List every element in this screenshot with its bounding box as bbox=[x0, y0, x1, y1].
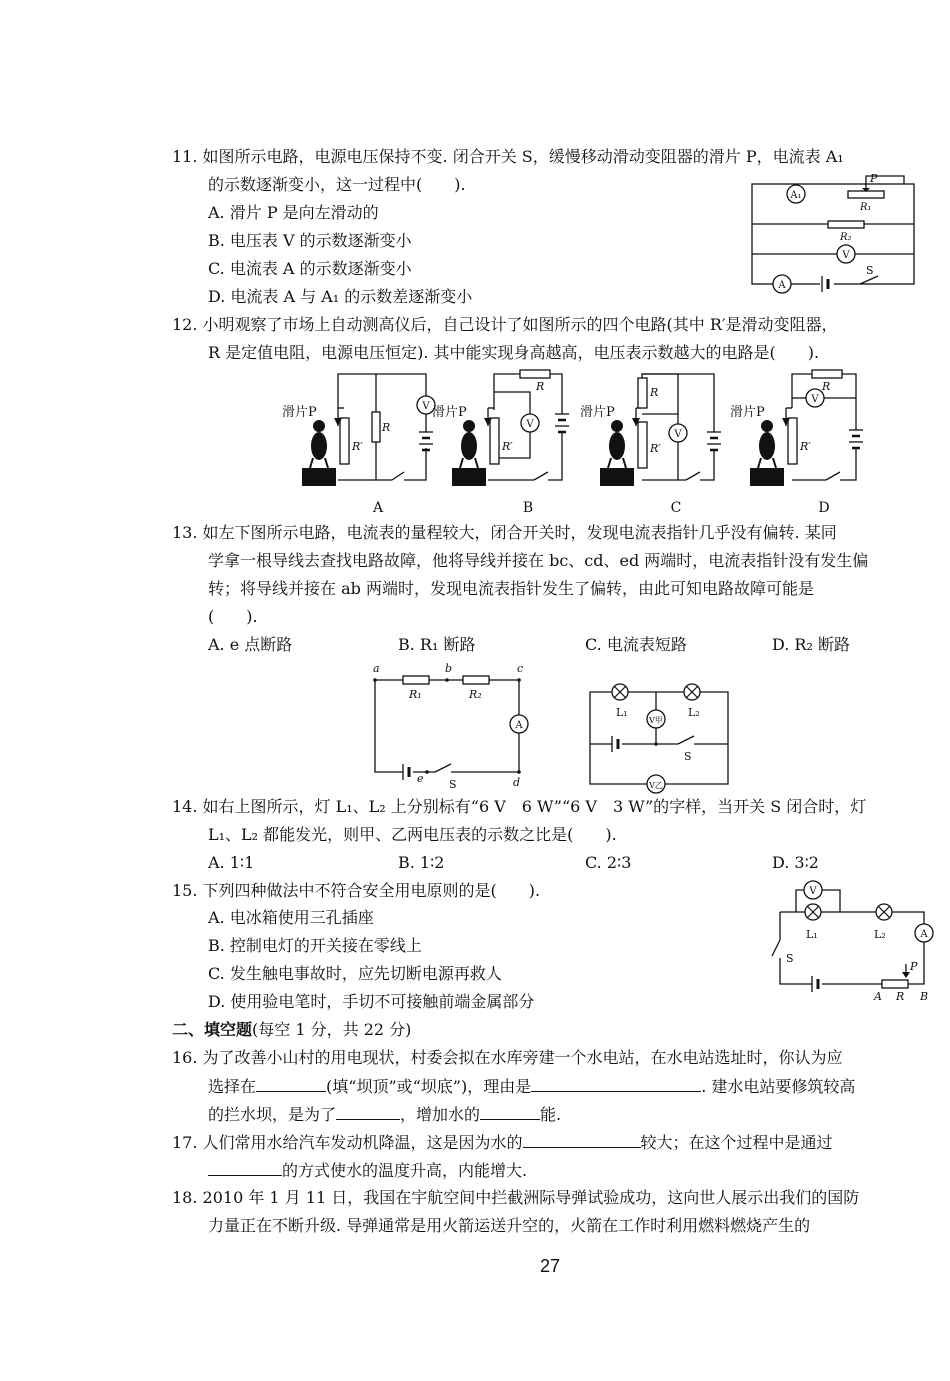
svg-text:R′: R′ bbox=[650, 442, 661, 455]
q18-line1: 18. 2010 年 1 月 11 日，我国在宇航空间中拦截洲际导弹试验成功，这向世人展示出我们的国防 bbox=[172, 1188, 860, 1207]
q13-option-b: B. R₁ 断路 bbox=[398, 635, 476, 654]
q12-line2: R 是定值电阻，电源电压恒定). 其中能实现身高越高，电压表示数越大的电路是( ). bbox=[208, 343, 820, 362]
svg-text:e: e bbox=[417, 772, 424, 785]
q13-line1: 13. 如左下图所示电路，电流表的量程较大，闭合开关时，发现电流表指针几乎没有偏转. 某同 bbox=[172, 523, 837, 542]
q13-option-d: D. R₂ 断路 bbox=[772, 635, 850, 654]
q15-option-d: D. 使用验电笔时，手切不可接触前端金属部分 bbox=[208, 992, 535, 1011]
q11-circuit-figure bbox=[740, 172, 940, 302]
q11-option-d: D. 电流表 A 与 A₁ 的示数差逐渐变小 bbox=[208, 287, 473, 306]
q12-circuit-a bbox=[282, 374, 435, 516]
q13-left-circuit-figure bbox=[365, 660, 545, 795]
section-2-note: (每空 1 分，共 22 分) bbox=[252, 1020, 412, 1039]
q13-line3: 转；将导线并接在 ab 两端时，发现电流表指针发生了偏转，由此可知电路故障可能是 bbox=[208, 579, 814, 598]
q17-line1 bbox=[172, 1131, 833, 1154]
q16-text-d: 的拦水坝，是为了 bbox=[208, 1105, 337, 1124]
svg-text:B: B bbox=[522, 500, 534, 516]
svg-text:S: S bbox=[449, 778, 457, 791]
q15-circuit-figure bbox=[760, 876, 940, 1006]
svg-text:V: V bbox=[674, 429, 682, 440]
q11-option-a: A. 滑片 P 是向左滑动的 bbox=[208, 203, 379, 222]
svg-text:b: b bbox=[445, 662, 453, 675]
svg-text:P: P bbox=[870, 172, 878, 185]
svg-text:V: V bbox=[842, 250, 850, 261]
svg-text:L₂: L₂ bbox=[688, 706, 700, 719]
q14-option-d: D. 3∶2 bbox=[772, 853, 819, 872]
svg-text:L₁: L₁ bbox=[616, 706, 628, 719]
q16-text-e: ，增加水的 bbox=[400, 1105, 481, 1124]
q14-option-a: A. 1∶1 bbox=[208, 853, 255, 872]
svg-text:d: d bbox=[513, 776, 521, 789]
svg-text:A₁: A₁ bbox=[790, 190, 802, 201]
svg-text:V: V bbox=[526, 419, 534, 430]
svg-text:R₁: R₁ bbox=[860, 202, 872, 213]
svg-text:R₂: R₂ bbox=[469, 688, 482, 701]
svg-text:R: R bbox=[382, 421, 391, 434]
q12-line1: 12. 小明观察了市场上自动测高仪后，自己设计了如图所示的四个电路(其中 R′是滑动变阻器， bbox=[172, 315, 838, 334]
q15-option-c: C. 发生触电事故时，应先切断电源再救人 bbox=[208, 964, 502, 983]
q16-line2 bbox=[208, 1075, 855, 1098]
q16-blank-4[interactable] bbox=[480, 1103, 540, 1120]
q14-line2: L₁、L₂ 都能发光，则甲、乙两电压表的示数之比是( ). bbox=[208, 825, 617, 844]
section-2-title: 二、填空题 bbox=[172, 1020, 253, 1039]
q17-line2 bbox=[208, 1159, 527, 1182]
svg-text:a: a bbox=[373, 662, 380, 675]
q11-option-c: C. 电流表 A 的示数逐渐变小 bbox=[208, 259, 412, 278]
q17-blank-2[interactable] bbox=[208, 1159, 282, 1176]
svg-text:滑片P: 滑片P bbox=[282, 405, 317, 420]
q13-line4: ( ). bbox=[208, 607, 258, 626]
svg-text:R′: R′ bbox=[800, 440, 811, 453]
svg-text:A: A bbox=[778, 280, 786, 291]
q14-option-c: C. 2∶3 bbox=[585, 853, 632, 872]
q14-option-b: B. 1∶2 bbox=[398, 853, 445, 872]
svg-text:S: S bbox=[684, 750, 692, 763]
svg-text:R′: R′ bbox=[352, 440, 363, 453]
q11-line1: 11. 如图所示电路，电源电压保持不变. 闭合开关 S，缓慢移动滑动变阻器的滑片 P，电流表 A₁ bbox=[172, 147, 844, 166]
q16-text-f: 能. bbox=[540, 1105, 562, 1124]
q13-line2: 学拿一根导线去查找电路故障，他将导线并接在 bc、cd、ed 两端时，电流表指针没有发生偏 bbox=[208, 551, 869, 570]
svg-text:c: c bbox=[517, 662, 524, 675]
svg-text:R: R bbox=[822, 380, 831, 393]
q11-line2: 的示数逐渐变小，这一过程中( ). bbox=[208, 175, 466, 194]
q12-circuit-d bbox=[730, 370, 863, 516]
q12-four-circuits-figure bbox=[280, 368, 880, 518]
q13-option-c: C. 电流表短路 bbox=[585, 635, 687, 654]
q12-circuit-c bbox=[580, 374, 721, 516]
svg-text:V: V bbox=[811, 394, 819, 405]
q14-line1: 14. 如右上图所示，灯 L₁、L₂ 上分别标有“6 V 6 W”“6 V 3 W”的字样，当开关 S 闭合时，灯 bbox=[172, 797, 867, 816]
svg-text:V乙: V乙 bbox=[649, 781, 663, 790]
svg-text:L₂: L₂ bbox=[874, 928, 886, 941]
q12-circuit-b bbox=[432, 370, 569, 516]
q16-blank-2[interactable] bbox=[531, 1075, 701, 1092]
q16-line1: 16. 为了改善小山村的用电现状，村委会拟在水库旁建一个水电站，在水电站选址时，你认为应 bbox=[172, 1048, 843, 1067]
q14-circuit-figure bbox=[582, 680, 742, 800]
q16-line3 bbox=[208, 1103, 561, 1126]
q16-blank-3[interactable] bbox=[336, 1103, 400, 1120]
svg-text:R: R bbox=[896, 990, 905, 1003]
svg-text:滑片P: 滑片P bbox=[580, 405, 615, 420]
svg-text:R₁: R₁ bbox=[409, 688, 422, 701]
svg-text:V: V bbox=[422, 401, 430, 412]
svg-text:L₁: L₁ bbox=[806, 928, 818, 941]
q16-text-a: 选择在 bbox=[208, 1077, 257, 1096]
svg-text:C: C bbox=[670, 500, 682, 516]
svg-text:滑片P: 滑片P bbox=[730, 405, 765, 420]
svg-text:R: R bbox=[650, 386, 659, 399]
svg-text:B: B bbox=[920, 990, 929, 1003]
svg-text:A: A bbox=[372, 500, 384, 516]
svg-text:滑片P: 滑片P bbox=[432, 405, 467, 420]
q15-option-a: A. 电冰箱使用三孔插座 bbox=[208, 908, 374, 927]
q13-option-a: A. e 点断路 bbox=[208, 635, 293, 654]
svg-text:R′: R′ bbox=[502, 440, 513, 453]
q18-line2: 力量正在不断升级. 导弹通常是用火箭运送升空的，火箭在工作时利用燃料燃烧产生的 bbox=[208, 1216, 811, 1235]
q17-text-a: 17. 人们常用水给汽车发动机降温，这是因为水的 bbox=[172, 1133, 523, 1152]
page-number: 27 bbox=[540, 1256, 561, 1276]
q17-blank-1[interactable] bbox=[523, 1131, 641, 1148]
svg-text:A: A bbox=[515, 720, 523, 731]
q16-blank-1[interactable] bbox=[256, 1075, 326, 1092]
svg-text:P: P bbox=[910, 960, 918, 973]
svg-text:D: D bbox=[818, 500, 830, 516]
q16-text-c: . 建水电站要修筑较高 bbox=[701, 1077, 856, 1096]
svg-text:S: S bbox=[866, 264, 874, 277]
q11-option-b: B. 电压表 V 的示数逐渐变小 bbox=[208, 231, 412, 250]
svg-text:S: S bbox=[786, 952, 794, 965]
q15-option-b: B. 控制电灯的开关接在零线上 bbox=[208, 936, 422, 955]
svg-text:A: A bbox=[874, 990, 882, 1003]
svg-text:A: A bbox=[920, 929, 928, 940]
svg-text:R: R bbox=[536, 380, 545, 393]
q17-text-b: 较大；在这个过程中是通过 bbox=[640, 1133, 833, 1152]
svg-text:V: V bbox=[809, 886, 817, 897]
svg-text:R₂: R₂ bbox=[840, 232, 852, 243]
section-2-heading bbox=[172, 1019, 411, 1041]
q17-text-c: 的方式使水的温度升高，内能增大. bbox=[282, 1161, 528, 1180]
q16-text-b: (填“坝顶”或“坝底”)，理由是 bbox=[326, 1077, 532, 1096]
q15-line1: 15. 下列四种做法中不符合安全用电原则的是( ). bbox=[172, 881, 541, 900]
svg-text:V甲: V甲 bbox=[649, 716, 663, 725]
